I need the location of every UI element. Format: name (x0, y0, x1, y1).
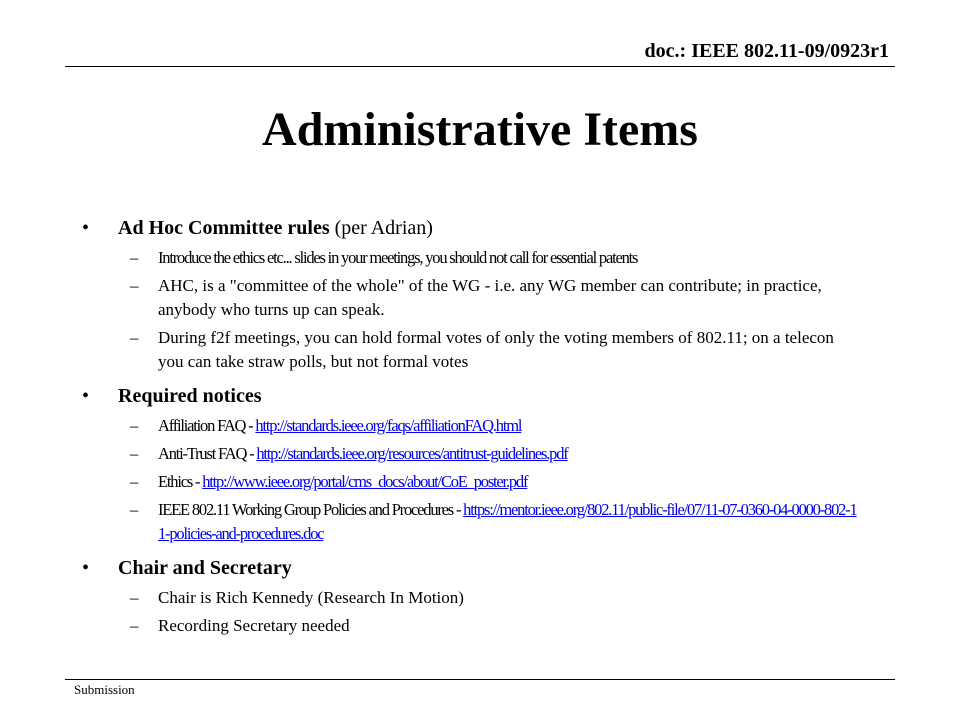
footer-submission-label: Submission (74, 682, 135, 697)
dash-marker: – (130, 248, 138, 267)
ethics-poster-link[interactable]: http://www.ieee.org/portal/cms_docs/about/CoE_poster.pdf (202, 472, 528, 491)
sub-item-text: Introduce the ethics etc... slides in your meetings, you should not call for essential patents (158, 248, 638, 267)
sub-item (130, 586, 862, 610)
dash-marker: – (130, 416, 138, 435)
bullet-required-notices (82, 382, 862, 410)
bullet-heading: Required notices (118, 385, 262, 407)
bullet-text (118, 214, 433, 242)
sub-item (130, 614, 862, 638)
notice-text (158, 470, 527, 494)
sub-item-text: During f2f meetings, you can hold formal votes of only the voting members of 802.11; on a telecon you can take straw polls, but not formal votes (158, 328, 834, 371)
sub-item (130, 326, 862, 374)
sub-item-text: Recording Secretary needed (158, 616, 350, 635)
dash-marker: – (130, 328, 139, 347)
header-divider (65, 66, 895, 67)
sub-item (130, 274, 862, 322)
document-id: doc.: IEEE 802.11-09/0923r1 (644, 40, 889, 62)
notice-label: Anti-Trust FAQ - (158, 444, 257, 463)
dash-marker: – (130, 588, 139, 607)
bullet-heading-suffix: (per Adrian) (329, 217, 433, 239)
bullet-marker: • (82, 385, 90, 407)
antitrust-faq-link[interactable]: http://standards.ieee.org/resources/antitrust-guidelines.pdf (256, 444, 568, 463)
bullet-heading: Ad Hoc Committee rules (118, 217, 330, 239)
bullet-ad-hoc-rules (82, 214, 862, 242)
notice-text (158, 442, 568, 466)
dash-marker: – (130, 500, 138, 519)
dash-marker: – (130, 444, 138, 463)
notice-label: Ethics - (158, 472, 203, 491)
bullet-chair-secretary (82, 554, 862, 582)
bullet-heading: Chair and Secretary (118, 557, 292, 579)
notice-item (130, 498, 862, 546)
dash-marker: – (130, 472, 138, 491)
notice-item (130, 442, 862, 466)
slide-title: Administrative Items (262, 103, 698, 156)
slide-body (82, 214, 862, 638)
notice-text (158, 498, 862, 546)
notice-item (130, 470, 862, 494)
footer-divider (65, 679, 895, 680)
notice-label: IEEE 802.11 Working Group Policies and Procedures - (158, 500, 464, 519)
dash-marker: – (130, 276, 139, 295)
sub-item-text: AHC, is a "committee of the whole" of the WG - i.e. any WG member can contribute; in practice, anybody who turns up can speak. (158, 276, 822, 319)
bullet-marker: • (82, 217, 90, 239)
notice-label: Affiliation FAQ - (158, 416, 256, 435)
notice-item (130, 414, 862, 438)
dash-marker: – (130, 616, 139, 635)
notice-text (158, 414, 521, 438)
sub-item-text: Chair is Rich Kennedy (Research In Motion) (158, 588, 464, 607)
policies-procedures-link[interactable]: https://mentor.ieee.org/802.11/public-file/07/11-07-0360-04-0000-802-11-policies-and-procedures.doc (158, 500, 857, 543)
bullet-marker: • (82, 557, 90, 579)
affiliation-faq-link[interactable]: http://standards.ieee.org/faqs/affiliationFAQ.html (255, 416, 522, 435)
sub-item (130, 246, 862, 270)
